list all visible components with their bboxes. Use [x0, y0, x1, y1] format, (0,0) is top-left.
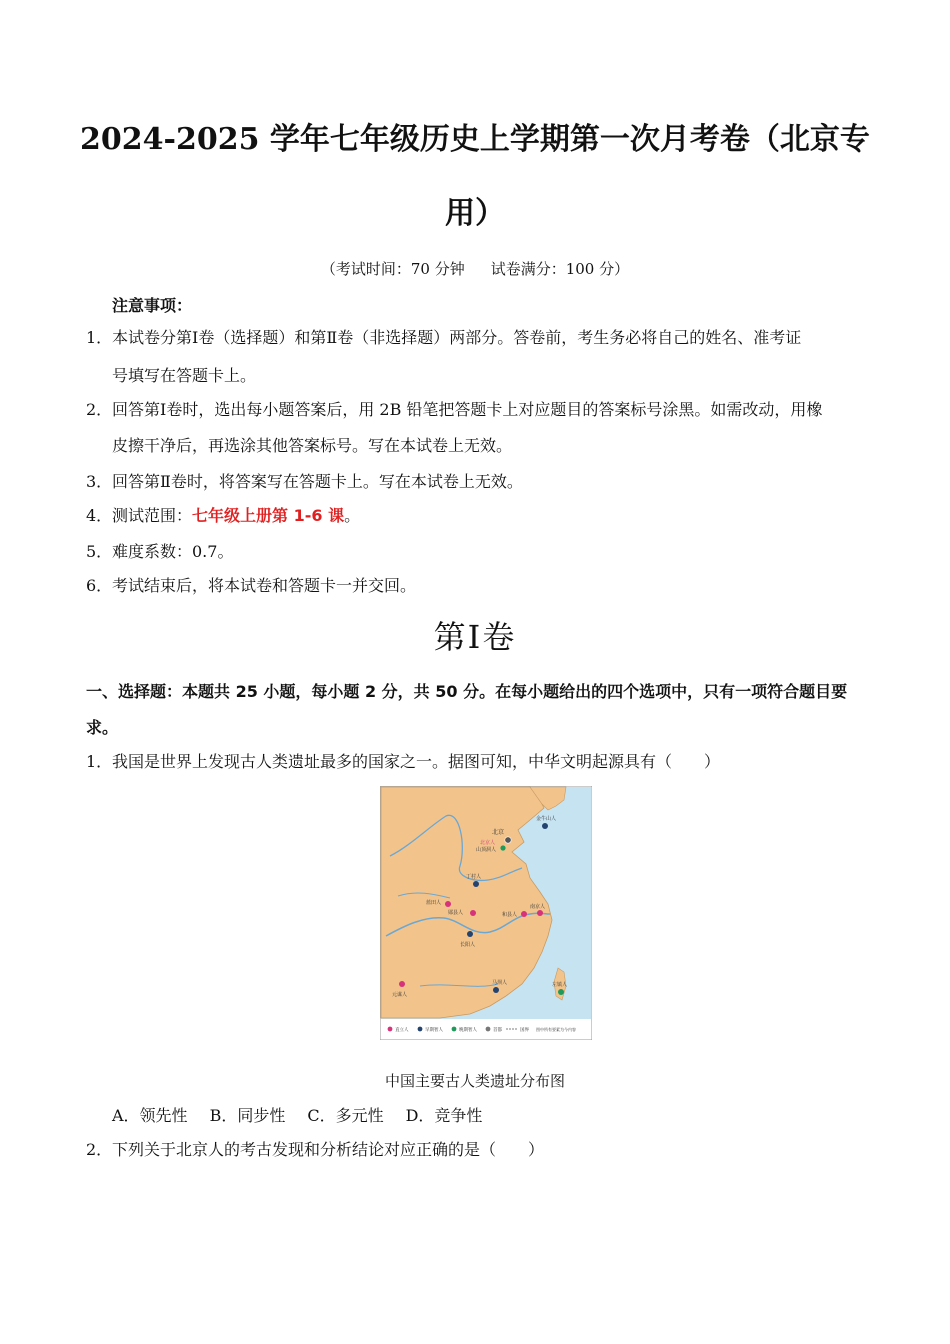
site-marker: [558, 989, 564, 995]
option-b[interactable]: B．同步性: [209, 1106, 286, 1125]
note-text: 回答第Ⅰ卷时，选出每小题答案后，用 2B 铅笔把答题卡上对应题目的答案标号涂黑。如需改动，用橡: [112, 400, 823, 419]
volume-title: 第Ⅰ卷: [433, 618, 517, 656]
note-item-4: [86, 504, 360, 528]
note-item-1: [86, 326, 801, 350]
test-scope-highlight: 七年级上册第 1-6 课: [192, 506, 345, 525]
map-label: 元谋人: [392, 992, 408, 998]
question-number: 2．: [86, 1140, 113, 1159]
capital-marker: [505, 837, 511, 843]
page-title-line-2: 用）: [445, 196, 505, 231]
question-1-options: [112, 1104, 504, 1128]
site-marker: [537, 910, 543, 916]
site-marker: [473, 881, 479, 887]
note-suffix: 。: [344, 506, 361, 525]
note-number: 4．: [86, 506, 113, 525]
map-image: [380, 786, 592, 1040]
map-label: 南京人: [530, 904, 546, 910]
question-number: 1．: [86, 752, 113, 771]
option-c[interactable]: C．多元性: [307, 1106, 384, 1125]
site-marker: [445, 901, 451, 907]
question-2: [86, 1138, 544, 1162]
note-number: 1．: [86, 328, 113, 347]
note-item-6: [86, 574, 416, 598]
site-marker: [493, 987, 499, 993]
question-1: [86, 750, 720, 774]
option-a[interactable]: A．领先性: [112, 1106, 188, 1125]
site-marker: [500, 845, 505, 850]
section-heading-cont: 求。: [86, 718, 119, 737]
option-d[interactable]: D．竞争性: [405, 1106, 483, 1125]
map-label: 长阳人: [460, 942, 476, 948]
question-text: 下列关于北京人的考古发现和分析结论对应正确的是（ ）: [112, 1140, 545, 1159]
map-label: 左镇人: [552, 982, 568, 988]
note-text: 回答第Ⅱ卷时，将答案写在答题卡上。写在本试卷上无效。: [112, 472, 523, 491]
legend-label: 国界: [520, 1028, 529, 1033]
note-item-2-cont: 皮擦干净后，再选涂其他答案标号。写在本试卷上无效。: [112, 436, 513, 455]
note-text: 难度系数：0.7。: [112, 542, 234, 561]
page-title-line-1: 2024-2025 学年七年级历史上学期第一次月考卷（北京专: [80, 122, 870, 157]
map-label: 金牛山人: [536, 816, 557, 822]
map-label: 马坝人: [492, 980, 508, 986]
section-heading: 一、选择题：本题共 25 小题，每小题 2 分，共 50 分。在每小题给出的四个选项中，只有一项符合题目要: [86, 682, 848, 701]
map-label: 北京人: [480, 840, 496, 846]
note-number: 2．: [86, 400, 113, 419]
exam-info: [0, 258, 950, 279]
legend-label: 早期智人: [425, 1028, 443, 1033]
map-label: 北京: [492, 829, 505, 836]
note-number: 6．: [86, 576, 113, 595]
note-item-1-cont: 号填写在答题卡上。: [112, 366, 257, 385]
question-text: 我国是世界上发现古人类遗址最多的国家之一。据图可知，中华文明起源具有（ ）: [112, 752, 721, 771]
exam-score: 试卷满分：100 分）: [490, 260, 630, 278]
legend-label: 图中所有要素为今内容: [536, 1027, 576, 1032]
legend-marker: [486, 1027, 491, 1032]
legend-label: 直立人: [395, 1028, 409, 1033]
note-text: 考试结束后，将本试卷和答题卡一并交回。: [112, 576, 417, 595]
map-label: 蓝田人: [426, 900, 442, 906]
note-item-2: [86, 398, 822, 422]
ancient-human-sites-map: [380, 786, 592, 1040]
note-item-3: [86, 470, 523, 494]
map-label: 山顶洞人: [476, 847, 497, 853]
map-label: 和县人: [502, 912, 518, 918]
legend-label: 晚期智人: [459, 1028, 477, 1033]
legend-marker: [452, 1027, 457, 1032]
legend-marker: [388, 1027, 393, 1032]
notes-heading: 注意事项：: [112, 296, 193, 315]
note-item-5: [86, 540, 233, 564]
note-text: 本试卷分第Ⅰ卷（选择题）和第Ⅱ卷（非选择题）两部分。答卷前，考生务必将自己的姓名、准考证: [112, 328, 802, 347]
note-number: 3．: [86, 472, 113, 491]
map-label: 丁村人: [466, 874, 482, 880]
site-marker: [521, 911, 527, 917]
legend-marker: [418, 1027, 423, 1032]
site-marker: [470, 910, 476, 916]
note-text: 测试范围：: [112, 506, 193, 525]
map-label: 郧县人: [448, 910, 464, 916]
site-marker: [542, 823, 548, 829]
figure-caption: 中国主要古人类遗址分布图: [384, 1072, 565, 1090]
site-marker: [467, 931, 473, 937]
note-number: 5．: [86, 542, 113, 561]
legend-label: 首都: [493, 1028, 502, 1033]
exam-time: （考试时间：70 分钟: [320, 260, 465, 278]
site-marker: [399, 981, 405, 987]
